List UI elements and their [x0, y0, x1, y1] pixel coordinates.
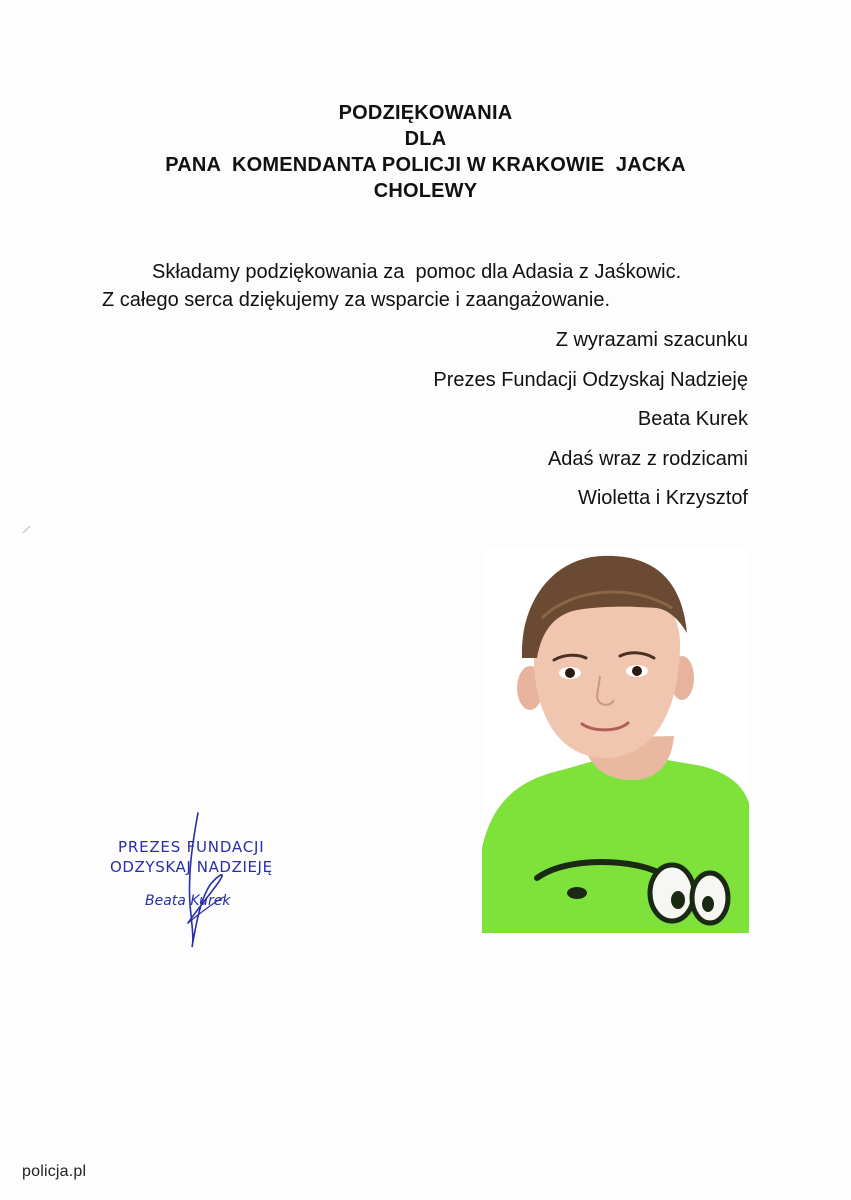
title-line-2: DLA — [404, 128, 447, 150]
policja-logo: policja.pl — [22, 1163, 87, 1180]
closing-greeting: Z wyrazami szacunku — [555, 329, 748, 351]
stamp-line-2: ODZYSKAJ NADZIEJĘ — [110, 858, 273, 876]
child-photo — [482, 548, 749, 933]
handwritten-signature — [100, 805, 300, 955]
stamp-name: Beata Kurek — [145, 893, 231, 909]
letter-title — [0, 100, 851, 204]
closing-name: Beata Kurek — [637, 408, 748, 430]
child-portrait-image — [482, 548, 749, 933]
foundation-stamp — [100, 805, 300, 955]
title-line-3: PANA KOMENDANTA POLICJI W KRAKOWIE JACKA — [165, 154, 686, 176]
title-line-1: PODZIĘKOWANIA — [338, 102, 513, 124]
body-line-2: Z całego serca dziękujemy za wsparcie i zaangażowanie. — [102, 289, 611, 311]
title-line-4: CHOLEWY — [373, 180, 478, 202]
closing-role: Prezes Fundacji Odzyskaj Nadzieję — [433, 369, 748, 391]
stamp-line-1: PREZES FUNDACJI — [118, 838, 265, 856]
body-line-1: Składamy podziękowania za pomoc dla Adasia z Jaśkowic. — [152, 261, 682, 283]
closing-family: Adaś wraz z rodzicami — [547, 448, 748, 470]
paper-mark — [22, 524, 32, 534]
closing-parents: Wioletta i Krzysztof — [577, 487, 748, 509]
